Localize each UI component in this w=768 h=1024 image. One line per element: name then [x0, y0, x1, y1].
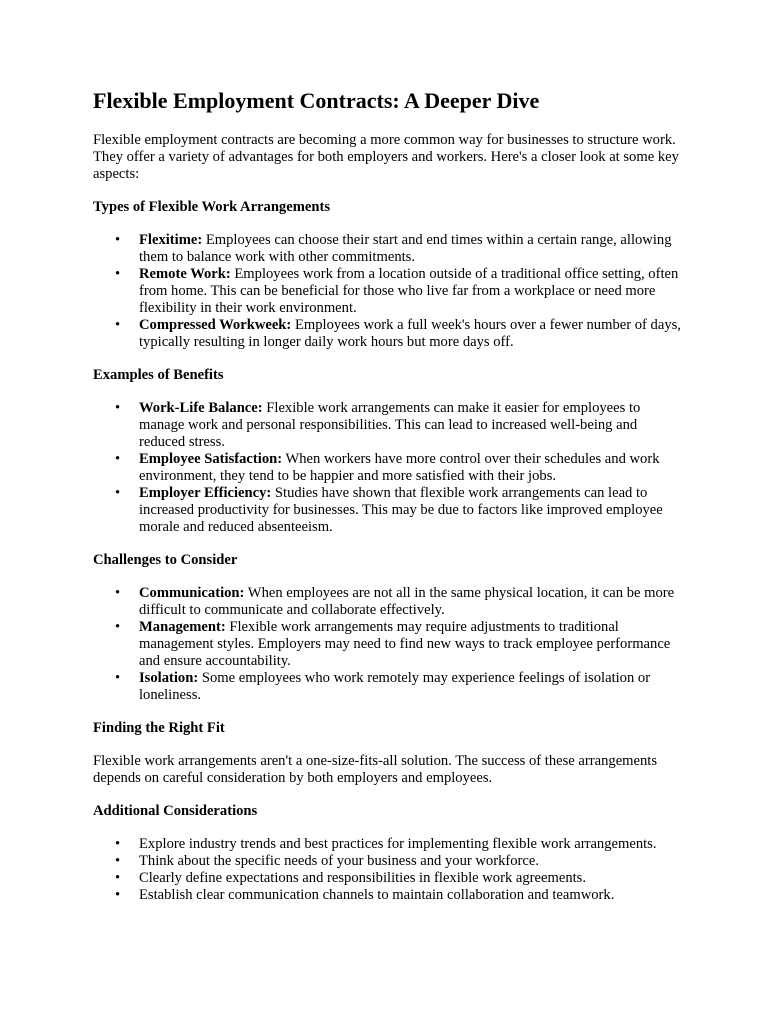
- item-term: Work-Life Balance:: [139, 400, 263, 416]
- list-item: [115, 266, 683, 317]
- document-page: [93, 86, 683, 920]
- list-item: [115, 887, 683, 904]
- bullet-icon: •: [115, 836, 121, 852]
- section-heading: Types of Flexible Work Arrangements: [93, 199, 330, 215]
- bullet-icon: •: [115, 232, 121, 248]
- bullet-list: [93, 836, 683, 904]
- item-text: Flexible work arrangements can make it easier for employees to manage work and personal responsibilities. This can lead to increased well-being and reduced stress.: [139, 400, 641, 450]
- item-text: Clearly define expectations and responsibilities in flexible work agreements.: [139, 870, 586, 886]
- item-text: Studies have shown that flexible work arrangements can lead to increased productivity for businesses. This may be due to factors like improved employee morale and reduced absenteeism.: [139, 485, 663, 535]
- section-heading: Finding the Right Fit: [93, 720, 225, 736]
- bullet-icon: •: [115, 451, 121, 467]
- bullet-icon: •: [115, 585, 121, 601]
- bullet-icon: •: [115, 619, 121, 635]
- item-term: Communication:: [139, 585, 245, 601]
- bullet-icon: •: [115, 853, 121, 869]
- list-item: [115, 870, 683, 887]
- item-text: Think about the specific needs of your business and your workforce.: [139, 853, 540, 869]
- item-term: Remote Work:: [139, 266, 231, 282]
- list-item: [115, 619, 683, 670]
- item-text: Flexible work arrangements may require adjustments to traditional management styles. Employers may need to find new ways to track employee performance and ensure accountability.: [139, 619, 671, 669]
- item-term: Employee Satisfaction:: [139, 451, 283, 467]
- list-item: [115, 451, 683, 485]
- list-item: [115, 585, 683, 619]
- fit-paragraph: Flexible work arrangements aren't a one-size-fits-all solution. The success of these arrangements depends on careful consideration by both employers and employees.: [93, 753, 658, 786]
- bullet-icon: •: [115, 485, 121, 501]
- document-title: Flexible Employment Contracts: A Deeper Dive: [93, 88, 540, 113]
- section-heading: Challenges to Consider: [93, 552, 238, 568]
- item-text: Some employees who work remotely may experience feelings of isolation or loneliness.: [139, 670, 651, 703]
- item-text: Employees work from a location outside of a traditional office setting, often from home. This can be beneficial for those who live far from a workplace or need more flexibility in their work environment.: [139, 266, 679, 316]
- bullet-list: [93, 585, 683, 704]
- list-item: [115, 232, 683, 266]
- list-item: [115, 485, 683, 536]
- item-text: When workers have more control over their schedules and work environment, they tend to be happier and more satisfied with their jobs.: [139, 451, 660, 484]
- item-text: Employees work a full week's hours over a fewer number of days, typically resulting in longer daily work hours but more days off.: [139, 317, 681, 350]
- bullet-icon: •: [115, 887, 121, 903]
- intro-paragraph: Flexible employment contracts are becoming a more common way for businesses to structure work. They offer a variety of advantages for both employers and workers. Here's a closer look at some key aspects:: [93, 132, 679, 182]
- bullet-icon: •: [115, 670, 121, 686]
- list-item: [115, 317, 683, 351]
- item-term: Compressed Workweek:: [139, 317, 292, 333]
- bullet-icon: •: [115, 266, 121, 282]
- list-item: [115, 836, 683, 853]
- item-term: Flexitime:: [139, 232, 203, 248]
- item-text: Explore industry trends and best practices for implementing flexible work arrangements.: [139, 836, 657, 852]
- list-item: [115, 853, 683, 870]
- list-item: [115, 400, 683, 451]
- item-text: Establish clear communication channels to maintain collaboration and teamwork.: [139, 887, 615, 903]
- bullet-icon: •: [115, 317, 121, 333]
- bullet-icon: •: [115, 400, 121, 416]
- bullet-icon: •: [115, 870, 121, 886]
- item-text: When employees are not all in the same physical location, it can be more difficult to communicate and collaborate effectively.: [139, 585, 675, 618]
- item-term: Isolation:: [139, 670, 199, 686]
- item-text: Employees can choose their start and end times within a certain range, allowing them to balance work with other commitments.: [139, 232, 672, 265]
- section-heading: Examples of Benefits: [93, 367, 224, 383]
- item-term: Employer Efficiency:: [139, 485, 272, 501]
- bullet-list: [93, 400, 683, 536]
- item-term: Management:: [139, 619, 226, 635]
- section-heading: Additional Considerations: [93, 803, 258, 819]
- bullet-list: [93, 232, 683, 351]
- list-item: [115, 670, 683, 704]
